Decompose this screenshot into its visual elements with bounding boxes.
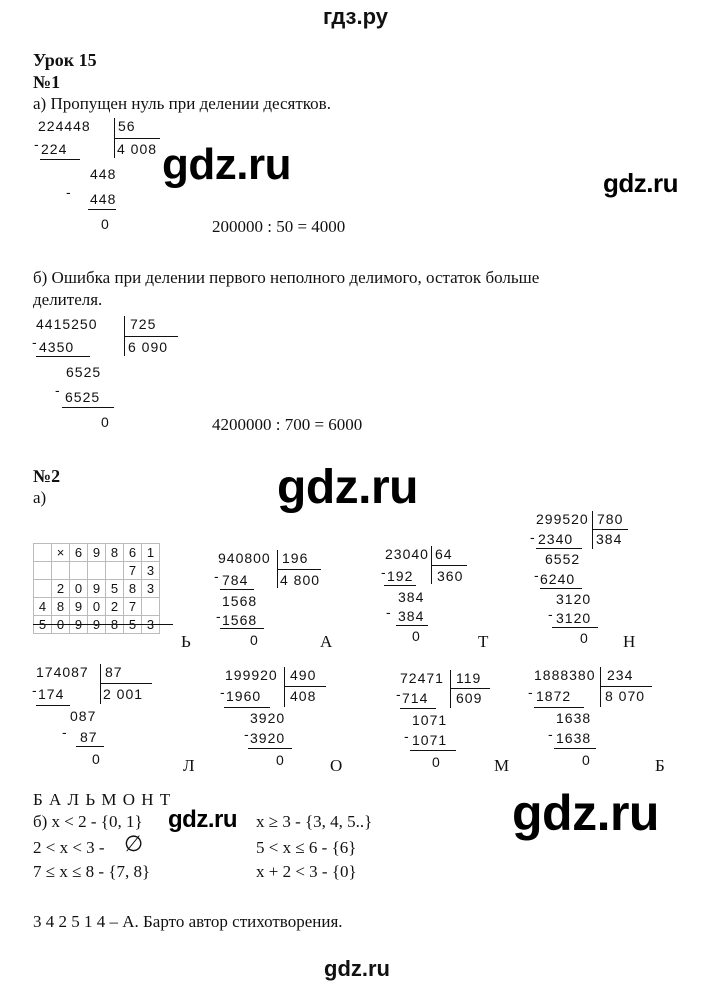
remainder-final: 0 [101,414,110,430]
answer-letter: Т [478,632,489,651]
site-title: гдз.ру [323,4,388,29]
inequality: б) x < 2 - {0, 1} [33,812,143,831]
answer-letter: О [330,756,343,775]
watermark: gdz.ru [162,140,291,189]
task-1b-text: делителя. [33,290,103,309]
equation-1: 200000 : 50 = 4000 [212,217,346,236]
site-footer: gdz.ru [324,956,390,981]
subtrahend: 224 [41,141,68,157]
task-1a-text: а) Пропущен нуль при делении десятков. [33,94,331,113]
final-answer: 3 4 2 5 1 4 – А. Барто автор стихотворения. [33,912,343,931]
multiplication-grid: × 6 9 8 6 1 7 3 2 0 9 5 8 3 4 8 9 0 2 7 [33,543,160,634]
remainder: 6525 [66,364,102,380]
answer-letter: А [320,632,333,651]
dividend: 224448 [38,118,91,134]
task-2a-label: а) [33,488,47,507]
subtrahend: 448 [90,191,117,207]
inequality: 5 < x ≤ 6 - {6} [256,838,357,857]
quotient: 6 090 [128,339,169,355]
answer-letter: Ь [181,632,191,651]
inequality: x + 2 < 3 - {0} [256,862,357,881]
remainder: 448 [90,166,117,182]
empty-set-symbol: ∅ [124,832,144,857]
remainder-final: 0 [101,216,110,232]
answer-letter: М [494,756,510,775]
divisor: 56 [118,118,136,134]
inequality: 7 ≤ x ≤ 8 - {7, 8} [33,862,151,881]
answer-letter: Н [623,632,636,651]
inequality: 2 < x < 3 - [33,838,105,857]
watermark: gdz.ru [277,461,418,514]
task-1b-text: б) Ошибка при делении первого неполного делимого, остаток больше [33,268,540,287]
inequality: x ≥ 3 - {3, 4, 5..} [256,812,373,831]
lesson-title: Урок 15 [33,50,97,70]
watermark: gdz.ru [603,168,678,198]
dividend: 4415250 [36,316,98,332]
task-1-heading: №1 [33,72,61,92]
subtrahend: 4350 [39,339,75,355]
task-2-heading: №2 [33,466,61,486]
answer-letter: Л [183,756,195,775]
equation-2: 4200000 : 700 = 6000 [212,415,363,434]
answer-word: Б А Л Ь М О Н Т [33,790,172,809]
divisor: 725 [130,316,157,332]
answer-letter: Б [655,756,665,775]
watermark: gdz.ru [512,785,659,841]
watermark: gdz.ru [168,806,237,833]
subtrahend: 6525 [65,389,101,405]
quotient: 4 008 [117,141,158,157]
